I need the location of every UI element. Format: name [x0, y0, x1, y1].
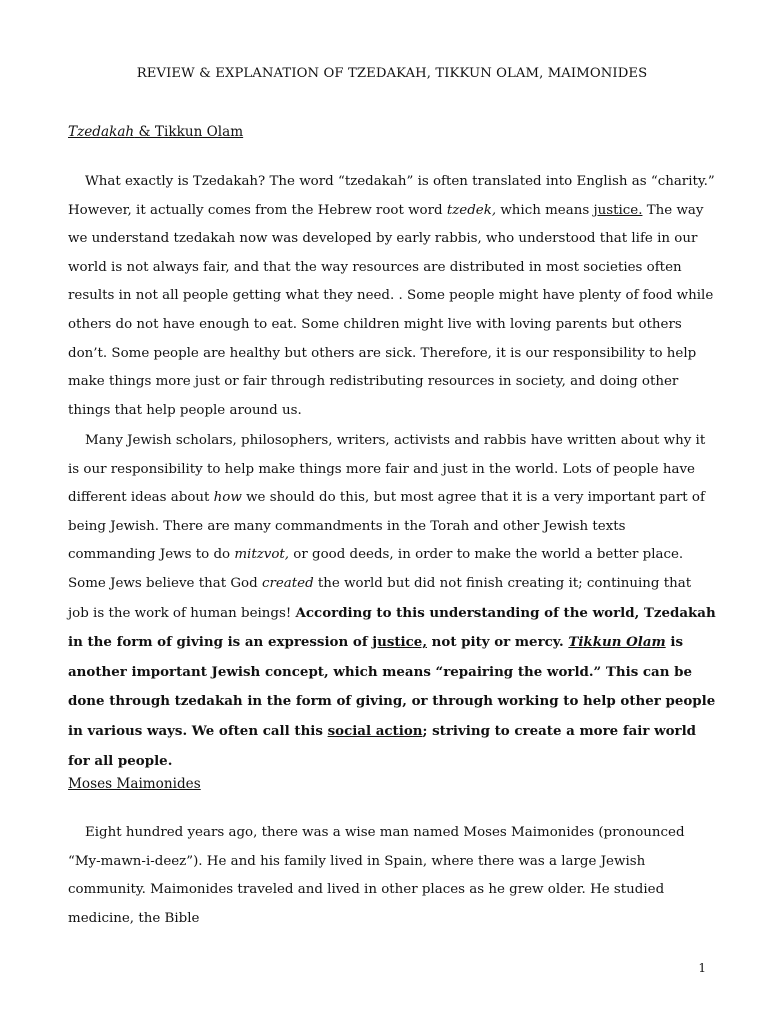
- bold-text-run: not pity or mercy.: [426, 634, 569, 651]
- term-social-action: social action: [327, 722, 423, 739]
- text-run: or good deeds, in order to make the world a better place. Some Jews believe that God: [68, 547, 684, 591]
- paragraph-jewish-responsibility: [68, 427, 716, 776]
- document-page: [68, 0, 716, 1024]
- emphasis-created: created: [261, 575, 314, 591]
- text-run: The way we understand tzedakah now was developed by early rabbis, who understood that life in our world is not always fair, and that the way resources are distributed in most societies often results in not all people getting what they need. . Some people might have plenty of food while others do not have enough to eat. Some children might live with loving parents but others don’t. Some people are healthy but others are sick. Therefore, it is our responsibility to help make things more just or fair through redistributing resources in society, and doing other things that help people around us.: [68, 202, 714, 418]
- bold-text-run: ;: [422, 722, 428, 739]
- bold-text-run: is another important Jewish concept, which means “repairing the world.” This can be done through tzedakah in the form of giving, or through working to help other people in various ways. We often call this: [68, 634, 716, 739]
- text-run: What exactly is Tzedakah? The word “tzedakah” is often translated into English as “charity.” However, it actually comes from the Hebrew root word: [68, 174, 715, 218]
- paragraph-maimonides-bio: Eight hundred years ago, there was a wise man named Moses Maimonides (pronounced “My-mawn-i-deez”). He and his family lived in Spain, where there was a large Jewish community. Maimonides traveled and lived in other places as he grew older. He studied medicine, the Bible: [68, 825, 685, 926]
- text-run: Many Jewish scholars, philosophers, writers, activists and rabbis have written about why it is our responsibility to help make things more fair and just in the world. Lots of people have different ideas about: [68, 433, 706, 506]
- emphasis-how: how: [213, 490, 242, 506]
- text-run: which means: [496, 202, 594, 218]
- section-heading-tzedakah: [68, 124, 243, 140]
- heading-rest-tikkun-olam: & Tikkun Olam: [134, 124, 244, 140]
- section-heading-maimonides: Moses Maimonides: [68, 776, 201, 792]
- text-run: the world but did not finish creating it; continuing that job is the work of human beings!: [68, 575, 692, 621]
- term-justice: justice.: [593, 202, 643, 218]
- paragraph-tzedakah-definition: [68, 168, 716, 425]
- term-mitzvot: mitzvot,: [234, 547, 290, 563]
- bold-text-run: striving to create a more fair world for all people.: [68, 722, 697, 769]
- page-number: 1: [698, 961, 706, 975]
- bold-text-run: According to this understanding of the world, Tzedakah in the form of giving is an expression of: [68, 604, 716, 651]
- document-title: REVIEW & EXPLANATION OF TZEDAKAH, TIKKUN OLAM, MAIMONIDES: [136, 66, 648, 81]
- heading-italic-tzedakah: Tzedakah: [68, 124, 135, 140]
- term-justice-bold: justice,: [372, 634, 427, 651]
- text-run: we should do this, but most agree that it is a very important part of being Jewish. There are many commandments in the Torah and other Jewish texts commanding Jews to do: [68, 490, 705, 563]
- term-tzedek: tzedek,: [446, 202, 497, 218]
- term-tikkun-olam: Tikkun Olam: [568, 634, 666, 651]
